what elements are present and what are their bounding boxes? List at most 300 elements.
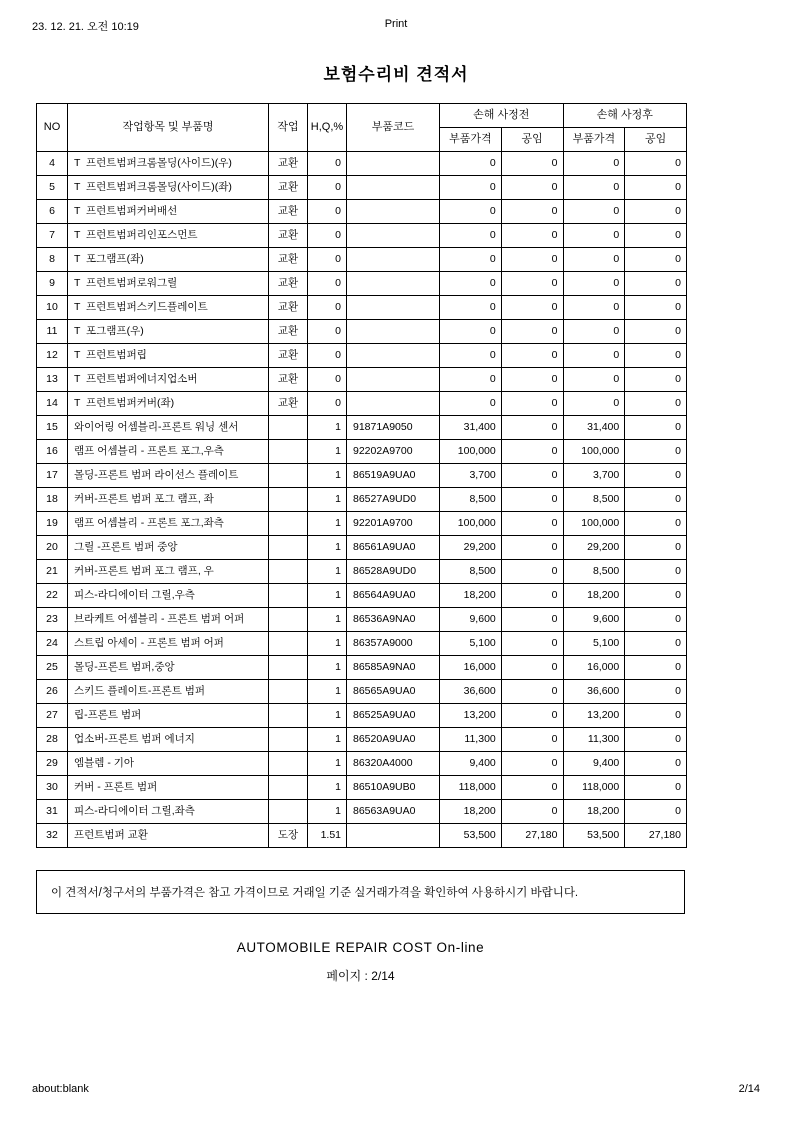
cell-after-gong: 0 <box>625 752 687 776</box>
cell-no: 11 <box>37 320 68 344</box>
transfer-mark: T <box>74 301 81 313</box>
cell-after-price: 13,200 <box>563 704 625 728</box>
table-row <box>37 752 687 776</box>
cell-work <box>269 608 308 632</box>
cell-item-name: 몰딩-프론트 범퍼 라이선스 플레이트 <box>68 464 269 488</box>
cell-item-name: 스트립 아세이 - 프론트 범퍼 어퍼 <box>68 632 269 656</box>
source-url: about:blank <box>32 1083 89 1095</box>
cell-hq: 1.51 <box>308 824 347 848</box>
cell-after-price: 0 <box>563 344 625 368</box>
transfer-mark: T <box>74 157 81 169</box>
cell-item-name: 엠블렘 - 기아 <box>68 752 269 776</box>
cell-before-gong: 0 <box>501 464 563 488</box>
cell-after-price: 0 <box>563 200 625 224</box>
transfer-mark: T <box>74 397 81 409</box>
cell-before-gong: 0 <box>501 584 563 608</box>
cell-after-gong: 0 <box>625 680 687 704</box>
transfer-mark: T <box>74 325 81 337</box>
cell-part-code <box>347 368 440 392</box>
cell-before-price: 0 <box>440 272 502 296</box>
transfer-mark: T <box>74 205 81 217</box>
cell-after-price: 16,000 <box>563 656 625 680</box>
cell-after-price: 8,500 <box>563 560 625 584</box>
cell-after-gong: 0 <box>625 464 687 488</box>
cell-item-name: 와이어링 어셈블리-프론트 워닝 센서 <box>68 416 269 440</box>
cell-part-code: 86564A9UA0 <box>347 584 440 608</box>
cell-no: 6 <box>37 200 68 224</box>
cell-work <box>269 656 308 680</box>
header-after-price: 부품가격 <box>563 128 625 152</box>
cell-after-price: 0 <box>563 176 625 200</box>
cell-hq: 0 <box>308 368 347 392</box>
cell-item-name: 커버-프론트 범퍼 포그 램프, 좌 <box>68 488 269 512</box>
cell-no: 23 <box>37 608 68 632</box>
cell-after-gong: 0 <box>625 416 687 440</box>
cell-work <box>269 704 308 728</box>
table-row <box>37 488 687 512</box>
cell-work: 교환 <box>269 368 308 392</box>
cell-after-price: 36,600 <box>563 680 625 704</box>
cell-work <box>269 728 308 752</box>
cell-work: 교환 <box>269 224 308 248</box>
cell-before-gong: 0 <box>501 704 563 728</box>
table-row <box>37 512 687 536</box>
table-row <box>37 584 687 608</box>
cell-after-gong: 27,180 <box>625 824 687 848</box>
cell-hq: 0 <box>308 272 347 296</box>
cell-before-gong: 27,180 <box>501 824 563 848</box>
cell-work: 도장 <box>269 824 308 848</box>
cell-after-gong: 0 <box>625 584 687 608</box>
cell-before-price: 36,600 <box>440 680 502 704</box>
cell-after-gong: 0 <box>625 320 687 344</box>
cell-before-price: 5,100 <box>440 632 502 656</box>
cell-no: 15 <box>37 416 68 440</box>
cell-before-price: 8,500 <box>440 560 502 584</box>
cell-no: 21 <box>37 560 68 584</box>
table-row <box>37 320 687 344</box>
cell-after-gong: 0 <box>625 200 687 224</box>
table-row <box>37 536 687 560</box>
print-datetime: 23. 12. 21. 오전 10:19 <box>32 21 139 33</box>
cell-after-price: 29,200 <box>563 536 625 560</box>
cell-part-code: 86536A9NA0 <box>347 608 440 632</box>
transfer-mark: T <box>74 373 81 385</box>
cell-hq: 1 <box>308 584 347 608</box>
cell-part-code <box>347 272 440 296</box>
cell-after-price: 5,100 <box>563 632 625 656</box>
cell-item-name: 브라케트 어셈블리 - 프론트 범퍼 어퍼 <box>68 608 269 632</box>
cell-part-code: 86561A9UA0 <box>347 536 440 560</box>
cell-item-name: T 프런트범퍼에너지업소버 <box>68 368 269 392</box>
cell-after-price: 0 <box>563 296 625 320</box>
cell-no: 22 <box>37 584 68 608</box>
cell-hq: 1 <box>308 752 347 776</box>
cell-no: 5 <box>37 176 68 200</box>
header-before-gong: 공임 <box>501 128 563 152</box>
cell-work <box>269 776 308 800</box>
table-body <box>37 152 687 848</box>
cell-before-price: 3,700 <box>440 464 502 488</box>
document-body <box>36 50 756 984</box>
cell-after-price: 0 <box>563 392 625 416</box>
print-title: Print <box>384 18 408 30</box>
table-head <box>37 104 687 152</box>
cell-hq: 1 <box>308 680 347 704</box>
page-title: 보험수리비 견적서 <box>323 65 469 84</box>
cell-after-price: 0 <box>563 248 625 272</box>
cell-no: 31 <box>37 800 68 824</box>
cell-part-code: 86357A9000 <box>347 632 440 656</box>
cell-after-gong: 0 <box>625 608 687 632</box>
cell-after-gong: 0 <box>625 296 687 320</box>
table-row <box>37 776 687 800</box>
table-row <box>37 272 687 296</box>
cell-before-gong: 0 <box>501 176 563 200</box>
transfer-mark: T <box>74 349 81 361</box>
cell-hq: 0 <box>308 392 347 416</box>
cell-no: 12 <box>37 344 68 368</box>
cell-hq: 1 <box>308 704 347 728</box>
header-name: 작업항목 및 부품명 <box>68 104 269 152</box>
cell-item-name: T 프런트범퍼립 <box>68 344 269 368</box>
cell-part-code <box>347 320 440 344</box>
cell-part-code: 86520A9UA0 <box>347 728 440 752</box>
cell-after-gong: 0 <box>625 632 687 656</box>
cell-work <box>269 416 308 440</box>
cell-after-gong: 0 <box>625 176 687 200</box>
cell-no: 26 <box>37 680 68 704</box>
cell-item-name: 커버-프론트 범퍼 포그 램프, 우 <box>68 560 269 584</box>
table-row <box>37 608 687 632</box>
table-row <box>37 728 687 752</box>
cell-part-code: 86563A9UA0 <box>347 800 440 824</box>
cell-before-gong: 0 <box>501 200 563 224</box>
cell-no: 25 <box>37 656 68 680</box>
cell-item-name: 피스-라디에이터 그릴,좌측 <box>68 800 269 824</box>
cell-item-name: 몰딩-프론트 범퍼,중앙 <box>68 656 269 680</box>
cell-before-price: 0 <box>440 152 502 176</box>
cell-after-price: 0 <box>563 368 625 392</box>
cell-hq: 1 <box>308 488 347 512</box>
cell-hq: 0 <box>308 344 347 368</box>
header-after-gong: 공임 <box>625 128 687 152</box>
table-row <box>37 800 687 824</box>
cell-hq: 1 <box>308 536 347 560</box>
cell-hq: 1 <box>308 464 347 488</box>
cell-work: 교환 <box>269 152 308 176</box>
cell-hq: 0 <box>308 176 347 200</box>
table-row <box>37 368 687 392</box>
cell-before-price: 0 <box>440 296 502 320</box>
cell-before-gong: 0 <box>501 560 563 584</box>
cell-item-name: 립-프론트 범퍼 <box>68 704 269 728</box>
cell-item-name: T 프런트범퍼스키드플레이트 <box>68 296 269 320</box>
cell-before-gong: 0 <box>501 248 563 272</box>
cell-work: 교환 <box>269 248 308 272</box>
cell-after-gong: 0 <box>625 152 687 176</box>
cell-work <box>269 512 308 536</box>
cell-before-gong: 0 <box>501 512 563 536</box>
transfer-mark: T <box>74 181 81 193</box>
table-row <box>37 824 687 848</box>
cell-item-name: 램프 어셈블리 - 프론트 포그,좌측 <box>68 512 269 536</box>
cell-work: 교환 <box>269 176 308 200</box>
cell-after-price: 3,700 <box>563 464 625 488</box>
cell-hq: 1 <box>308 800 347 824</box>
cell-after-gong: 0 <box>625 248 687 272</box>
cell-before-price: 0 <box>440 320 502 344</box>
cell-before-price: 31,400 <box>440 416 502 440</box>
cell-part-code <box>347 200 440 224</box>
cell-before-price: 11,300 <box>440 728 502 752</box>
table-header-row-1 <box>37 104 687 128</box>
cell-before-gong: 0 <box>501 800 563 824</box>
cell-part-code: 92201A9700 <box>347 512 440 536</box>
cell-after-price: 0 <box>563 320 625 344</box>
cell-no: 32 <box>37 824 68 848</box>
cell-after-gong: 0 <box>625 536 687 560</box>
cell-hq: 1 <box>308 728 347 752</box>
system-name: AUTOMOBILE REPAIR COST On-line <box>236 940 485 955</box>
cell-hq: 1 <box>308 512 347 536</box>
cell-after-gong: 0 <box>625 368 687 392</box>
cell-part-code: 86528A9UD0 <box>347 560 440 584</box>
cell-part-code <box>347 248 440 272</box>
cell-before-price: 0 <box>440 368 502 392</box>
cell-after-price: 18,200 <box>563 584 625 608</box>
cell-item-name: 피스-라디에이터 그릴,우측 <box>68 584 269 608</box>
cell-before-price: 100,000 <box>440 440 502 464</box>
table-row <box>37 464 687 488</box>
cell-item-name: T 프런트범퍼로워그릴 <box>68 272 269 296</box>
cell-after-gong: 0 <box>625 656 687 680</box>
cell-no: 27 <box>37 704 68 728</box>
cell-before-gong: 0 <box>501 224 563 248</box>
cell-part-code: 92202A9700 <box>347 440 440 464</box>
cell-after-gong: 0 <box>625 344 687 368</box>
cell-item-name: T 프런트범퍼커버(좌) <box>68 392 269 416</box>
cell-after-gong: 0 <box>625 440 687 464</box>
cell-no: 20 <box>37 536 68 560</box>
transfer-mark: T <box>74 277 81 289</box>
cell-before-price: 118,000 <box>440 776 502 800</box>
cell-work <box>269 800 308 824</box>
cell-after-price: 0 <box>563 224 625 248</box>
cell-before-gong: 0 <box>501 440 563 464</box>
cell-item-name: T 프런트범퍼리인포스먼트 <box>68 224 269 248</box>
cell-work <box>269 560 308 584</box>
cell-no: 10 <box>37 296 68 320</box>
cell-no: 17 <box>37 464 68 488</box>
print-header <box>0 18 792 34</box>
table-row <box>37 416 687 440</box>
cell-part-code <box>347 824 440 848</box>
cell-item-name: T 프런트범퍼크롬몰딩(사이드)(좌) <box>68 176 269 200</box>
cell-no: 16 <box>37 440 68 464</box>
cell-before-gong: 0 <box>501 608 563 632</box>
table-row <box>37 440 687 464</box>
cell-item-name: 업소버-프론트 범퍼 에너지 <box>68 728 269 752</box>
cell-no: 13 <box>37 368 68 392</box>
table-row <box>37 344 687 368</box>
cell-part-code <box>347 176 440 200</box>
cell-hq: 1 <box>308 632 347 656</box>
cell-work: 교환 <box>269 296 308 320</box>
cell-before-gong: 0 <box>501 728 563 752</box>
cell-before-price: 16,000 <box>440 656 502 680</box>
cell-part-code: 86527A9UD0 <box>347 488 440 512</box>
cell-after-gong: 0 <box>625 272 687 296</box>
cell-before-price: 0 <box>440 224 502 248</box>
cell-before-gong: 0 <box>501 320 563 344</box>
cell-hq: 1 <box>308 656 347 680</box>
cell-after-price: 31,400 <box>563 416 625 440</box>
cell-after-gong: 0 <box>625 728 687 752</box>
header-work: 작업 <box>269 104 308 152</box>
cell-part-code: 86565A9UA0 <box>347 680 440 704</box>
cell-part-code: 91871A9050 <box>347 416 440 440</box>
header-code: 부품코드 <box>347 104 440 152</box>
header-after-group: 손해 사정후 <box>563 104 687 128</box>
cell-part-code: 86525A9UA0 <box>347 704 440 728</box>
cell-after-gong: 0 <box>625 392 687 416</box>
cell-no: 24 <box>37 632 68 656</box>
cell-item-name: 커버 - 프론트 범퍼 <box>68 776 269 800</box>
disclaimer-note: 이 견적서/청구서의 부품가격은 참고 가격이므로 거래일 기준 실거래가격을 확인하여 사용하시기 바랍니다. <box>36 870 685 914</box>
cell-item-name: 프런트범퍼 교환 <box>68 824 269 848</box>
cell-before-gong: 0 <box>501 536 563 560</box>
cell-hq: 0 <box>308 248 347 272</box>
cell-item-name: T 포그램프(우) <box>68 320 269 344</box>
cell-before-gong: 0 <box>501 296 563 320</box>
cell-before-gong: 0 <box>501 776 563 800</box>
cell-before-gong: 0 <box>501 152 563 176</box>
cell-part-code <box>347 392 440 416</box>
cell-hq: 1 <box>308 560 347 584</box>
cell-before-price: 0 <box>440 248 502 272</box>
cell-work <box>269 536 308 560</box>
cell-work <box>269 584 308 608</box>
cell-after-gong: 0 <box>625 800 687 824</box>
cell-no: 30 <box>37 776 68 800</box>
cell-after-price: 9,600 <box>563 608 625 632</box>
cell-before-price: 53,500 <box>440 824 502 848</box>
cell-hq: 1 <box>308 608 347 632</box>
cell-after-price: 8,500 <box>563 488 625 512</box>
cell-no: 29 <box>37 752 68 776</box>
cell-work <box>269 464 308 488</box>
cell-work <box>269 752 308 776</box>
cell-before-gong: 0 <box>501 752 563 776</box>
cell-no: 4 <box>37 152 68 176</box>
cell-part-code <box>347 224 440 248</box>
cell-before-price: 0 <box>440 344 502 368</box>
cell-hq: 0 <box>308 320 347 344</box>
cell-work: 교환 <box>269 344 308 368</box>
cell-part-code: 86519A9UA0 <box>347 464 440 488</box>
table-row <box>37 680 687 704</box>
cell-after-price: 9,400 <box>563 752 625 776</box>
cell-after-price: 0 <box>563 152 625 176</box>
cell-no: 8 <box>37 248 68 272</box>
cell-after-gong: 0 <box>625 512 687 536</box>
cell-before-price: 18,200 <box>440 800 502 824</box>
cell-before-gong: 0 <box>501 656 563 680</box>
table-row <box>37 560 687 584</box>
cell-no: 9 <box>37 272 68 296</box>
cell-part-code: 86510A9UB0 <box>347 776 440 800</box>
cell-after-gong: 0 <box>625 560 687 584</box>
transfer-mark: T <box>74 253 81 265</box>
table-row <box>37 296 687 320</box>
page-indicator: 2/14 <box>738 1083 760 1095</box>
cell-hq: 1 <box>308 776 347 800</box>
cell-work: 교환 <box>269 272 308 296</box>
cell-item-name: 스키드 플레이트-프론트 범퍼 <box>68 680 269 704</box>
cell-hq: 1 <box>308 440 347 464</box>
cell-after-price: 100,000 <box>563 512 625 536</box>
cell-no: 19 <box>37 512 68 536</box>
cell-before-gong: 0 <box>501 368 563 392</box>
cell-after-gong: 0 <box>625 224 687 248</box>
cell-before-price: 9,600 <box>440 608 502 632</box>
header-no: NO <box>37 104 68 152</box>
cell-part-code <box>347 296 440 320</box>
print-footer <box>0 1083 792 1099</box>
table-row <box>37 632 687 656</box>
transfer-mark: T <box>74 229 81 241</box>
cell-no: 14 <box>37 392 68 416</box>
cell-hq: 0 <box>308 200 347 224</box>
cell-after-price: 18,200 <box>563 800 625 824</box>
cell-before-gong: 0 <box>501 272 563 296</box>
cell-before-gong: 0 <box>501 632 563 656</box>
cell-before-gong: 0 <box>501 344 563 368</box>
cell-before-price: 0 <box>440 176 502 200</box>
cell-before-price: 0 <box>440 392 502 416</box>
header-before-price: 부품가격 <box>440 128 502 152</box>
cell-before-gong: 0 <box>501 488 563 512</box>
cell-before-price: 29,200 <box>440 536 502 560</box>
cell-after-gong: 0 <box>625 704 687 728</box>
table-row <box>37 152 687 176</box>
cell-item-name: T 프런트범퍼커버배선 <box>68 200 269 224</box>
cell-work <box>269 632 308 656</box>
cell-hq: 0 <box>308 224 347 248</box>
cell-after-gong: 0 <box>625 776 687 800</box>
cell-item-name: T 포그램프(좌) <box>68 248 269 272</box>
cell-part-code: 86585A9NA0 <box>347 656 440 680</box>
cell-item-name: 램프 어셈블리 - 프론트 포그,우측 <box>68 440 269 464</box>
cell-before-price: 18,200 <box>440 584 502 608</box>
cell-before-price: 100,000 <box>440 512 502 536</box>
estimate-table <box>36 103 687 848</box>
header-before-group: 손해 사정전 <box>440 104 564 128</box>
cell-work: 교환 <box>269 200 308 224</box>
cell-part-code: 86320A4000 <box>347 752 440 776</box>
table-row <box>37 200 687 224</box>
cell-after-price: 53,500 <box>563 824 625 848</box>
cell-before-gong: 0 <box>501 392 563 416</box>
table-row <box>37 704 687 728</box>
cell-before-price: 0 <box>440 200 502 224</box>
cell-hq: 0 <box>308 296 347 320</box>
table-row <box>37 224 687 248</box>
cell-after-price: 0 <box>563 272 625 296</box>
cell-before-price: 9,400 <box>440 752 502 776</box>
cell-after-price: 118,000 <box>563 776 625 800</box>
